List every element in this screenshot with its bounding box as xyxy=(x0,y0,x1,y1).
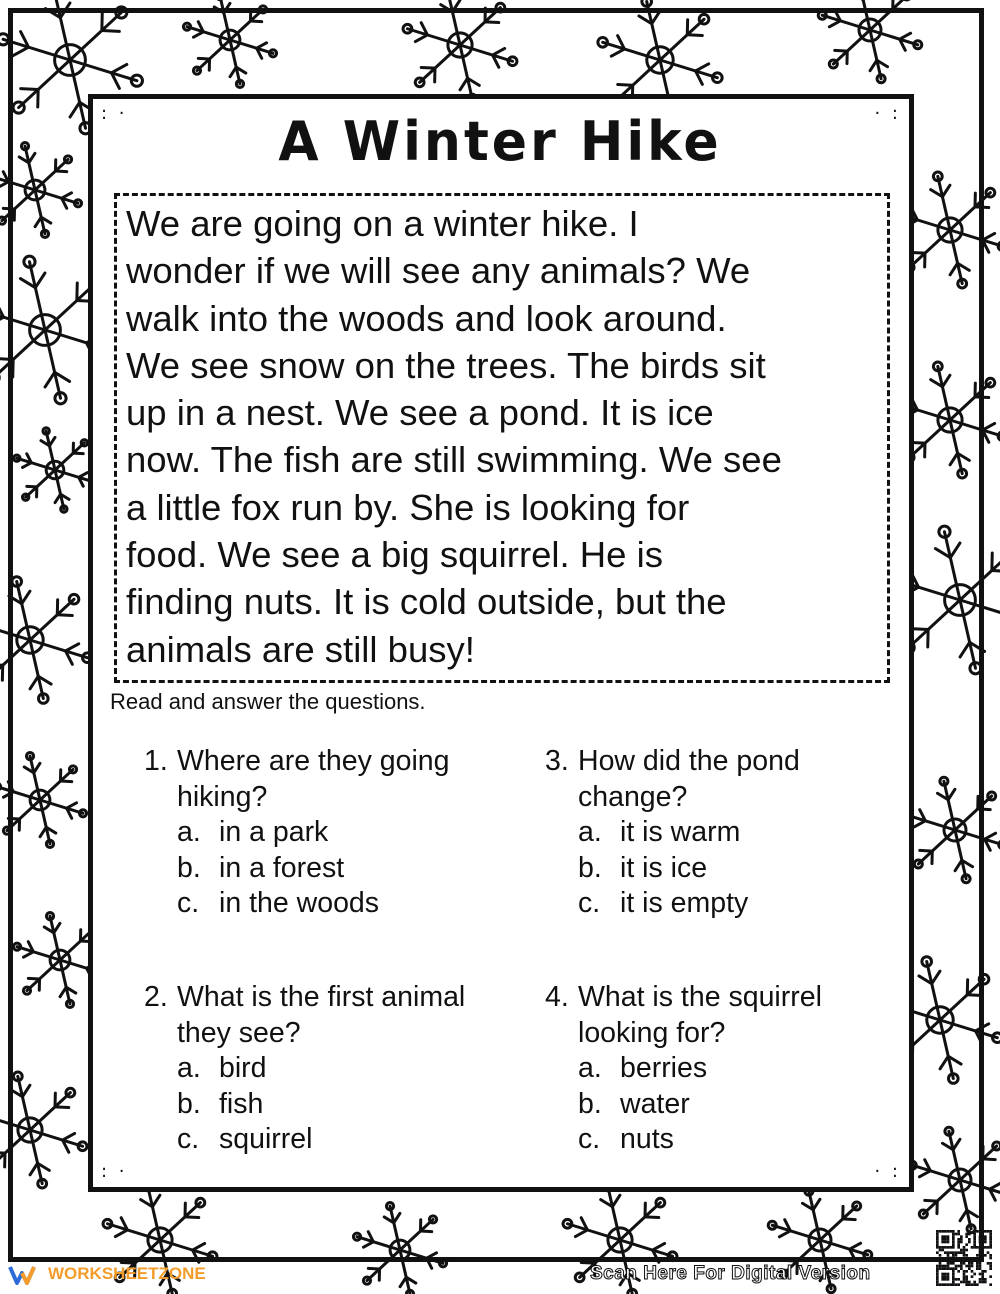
answer-option[interactable] xyxy=(144,1122,499,1158)
passage-line: wonder if we will see any animals? We xyxy=(126,250,751,292)
question-text: Where are they going xyxy=(177,745,450,777)
option-letter: b. xyxy=(578,1087,602,1120)
option-text: nuts xyxy=(620,1123,674,1155)
snowflake-icon xyxy=(0,753,87,848)
option-letter: b. xyxy=(177,1087,201,1120)
answer-option[interactable] xyxy=(144,1087,499,1123)
question-number: 2. xyxy=(144,981,168,1013)
answer-option[interactable] xyxy=(545,1122,900,1158)
option-text: bird xyxy=(219,1052,267,1084)
passage-line: a little fox run by. She is looking for xyxy=(126,486,690,528)
question-text: they see? xyxy=(177,1016,301,1049)
instructions: Read and answer the questions. xyxy=(110,689,426,714)
snowflake-icon xyxy=(908,1127,1000,1233)
snowflake-icon xyxy=(403,0,517,103)
scan-instruction: Scan Here For Digital Version xyxy=(590,1263,871,1284)
qr-code-icon[interactable] xyxy=(936,1230,992,1286)
option-text: squirrel xyxy=(219,1123,313,1155)
question-text: hiking? xyxy=(177,780,268,813)
option-letter: b. xyxy=(177,851,201,884)
reading-passage xyxy=(126,200,878,673)
decorative-dots: · : xyxy=(874,1161,901,1182)
snowflake-icon xyxy=(0,1072,87,1188)
question-4 xyxy=(545,980,900,1158)
answer-option[interactable] xyxy=(144,1051,499,1087)
option-text: water xyxy=(620,1087,690,1120)
question-number: 4. xyxy=(545,981,569,1013)
option-letter: a. xyxy=(177,816,201,848)
option-letter: a. xyxy=(177,1052,201,1084)
option-letter: c. xyxy=(177,887,200,919)
answer-option[interactable] xyxy=(545,1051,900,1087)
answer-option[interactable] xyxy=(545,1087,900,1123)
decorative-dots: : · xyxy=(101,103,128,124)
question-text: What is the squirrel xyxy=(578,981,822,1013)
passage-line: animals are still busy! xyxy=(126,628,475,670)
answer-option[interactable] xyxy=(144,851,499,887)
option-text: in a forest xyxy=(219,851,345,884)
option-text: fish xyxy=(219,1087,264,1120)
question-text: What is the first animal xyxy=(177,981,466,1013)
question-3 xyxy=(545,744,900,922)
question-2 xyxy=(144,980,499,1158)
snowflake-icon xyxy=(353,1203,446,1294)
worksheetzone-logo-icon xyxy=(8,1263,44,1285)
snowflake-icon xyxy=(818,0,922,83)
snowflake-icon xyxy=(903,777,1000,883)
answer-option[interactable] xyxy=(144,886,499,922)
snowflake-icon xyxy=(14,428,97,512)
question-text: How did the pond xyxy=(578,745,800,777)
option-text: in the woods xyxy=(219,887,380,919)
option-letter: a. xyxy=(578,816,602,848)
decorative-dots: : · xyxy=(101,1161,128,1182)
option-letter: c. xyxy=(578,1123,601,1155)
question-1 xyxy=(144,744,499,922)
passage-line: now. The fish are still swimming. We see xyxy=(126,439,782,481)
answer-option[interactable] xyxy=(144,815,499,851)
option-text: berries xyxy=(620,1052,708,1084)
question-number: 3. xyxy=(545,745,569,777)
option-letter: c. xyxy=(578,887,601,919)
worksheetzone-logo[interactable] xyxy=(8,1262,206,1286)
option-text: in a park xyxy=(219,816,329,848)
worksheet-title: A Winter Hike xyxy=(278,110,722,174)
option-text: it is ice xyxy=(620,851,708,884)
snowflake-icon xyxy=(0,577,92,704)
question-text: looking for? xyxy=(578,1016,726,1049)
answer-option[interactable] xyxy=(545,886,900,922)
snowflake-icon xyxy=(183,0,276,87)
passage-line: food. We see a big squirrel. He is xyxy=(126,534,663,576)
passage-line: We are going on a winter hike. I xyxy=(126,203,639,244)
option-letter: a. xyxy=(578,1052,602,1084)
question-number: 1. xyxy=(144,745,168,777)
option-letter: c. xyxy=(177,1123,200,1155)
decorative-dots: · : xyxy=(874,103,901,124)
option-letter: b. xyxy=(578,851,602,884)
answer-option[interactable] xyxy=(545,851,900,887)
question-text: change? xyxy=(578,780,688,813)
answer-option[interactable] xyxy=(545,815,900,851)
logo-text: WORKSHEETZONE xyxy=(48,1264,206,1283)
passage-line: walk into the woods and look around. xyxy=(126,297,727,339)
passage-line: We see snow on the trees. The birds sit xyxy=(126,344,766,386)
passage-line: finding nuts. It is cold outside, but the xyxy=(126,581,727,623)
passage-line: up in a nest. We see a pond. It is ice xyxy=(126,392,714,434)
option-text: it is empty xyxy=(620,887,749,919)
option-text: it is warm xyxy=(620,816,741,848)
